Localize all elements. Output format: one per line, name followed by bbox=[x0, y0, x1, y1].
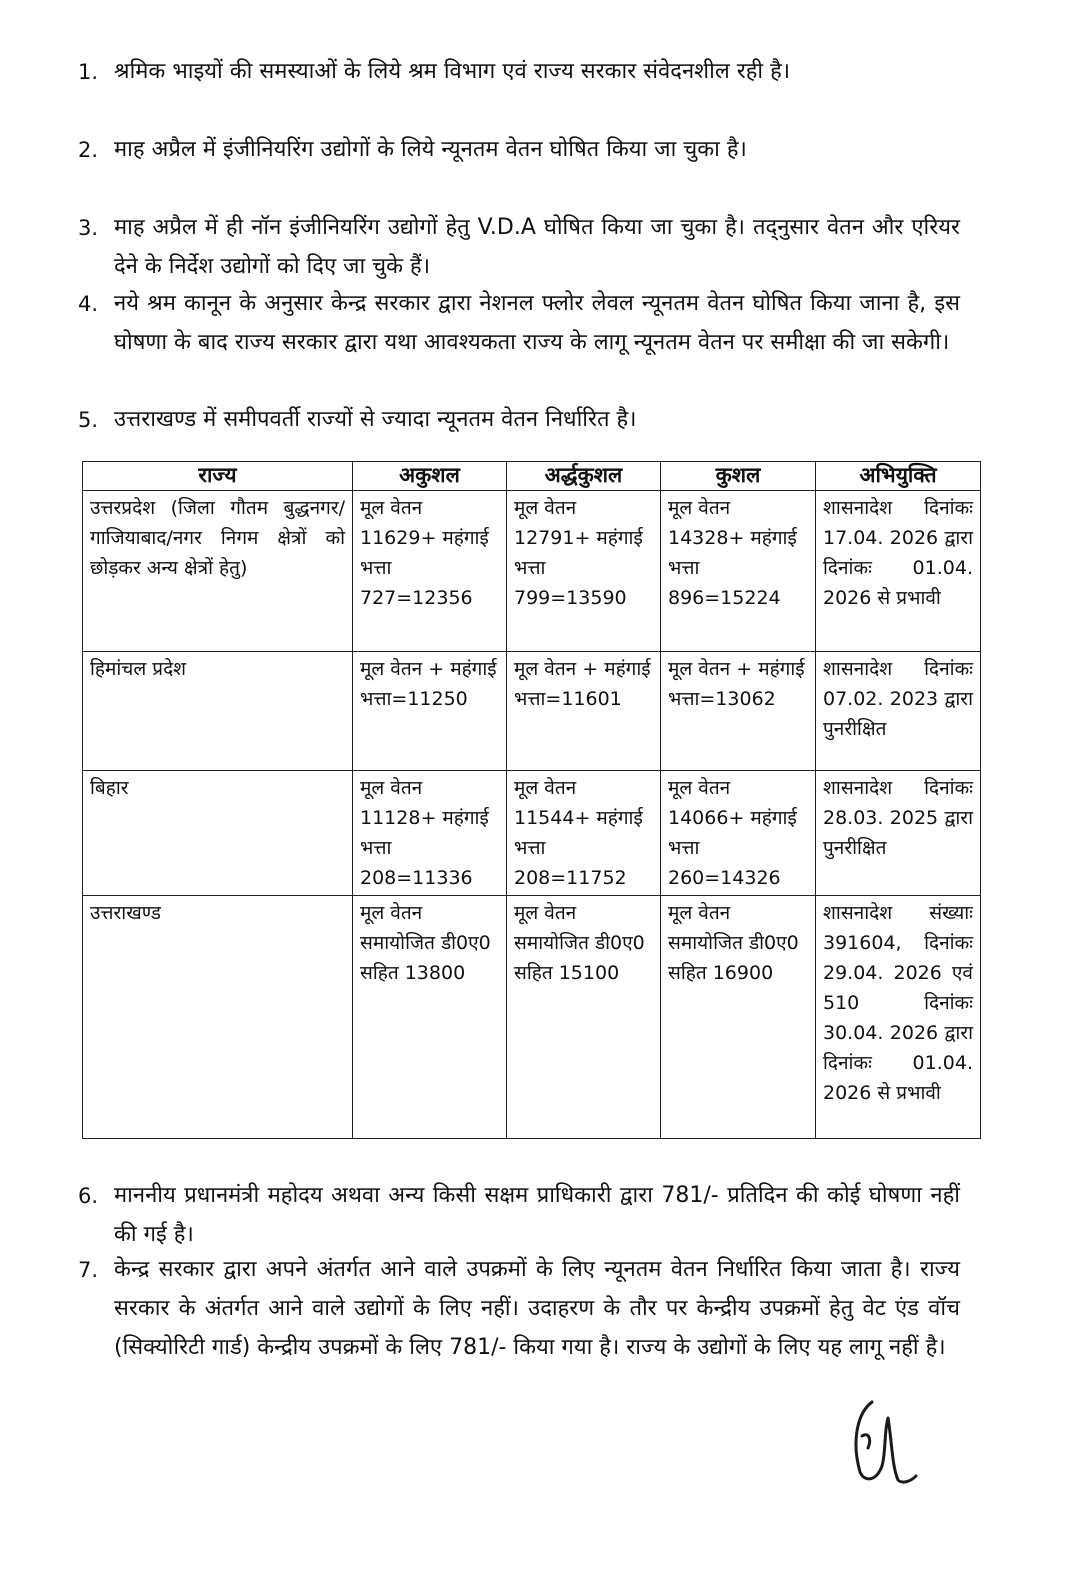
list-item bbox=[78, 1250, 960, 1367]
table-row bbox=[83, 652, 981, 771]
table-header-row bbox=[83, 462, 981, 491]
remarks-cell: शासनादेश दिनांकः 28.03. 2025 द्वारा पुनरीक्षित bbox=[816, 771, 981, 896]
list-item bbox=[78, 130, 960, 170]
header-skilled: कुशल bbox=[661, 462, 816, 491]
item-text: माह अप्रैल में इंजीनियरिंग उद्योगों के लिये न्यूनतम वेतन घोषित किया जा चुका है। bbox=[114, 137, 747, 162]
semiskilled-cell: मूल वेतन 11544+ महंगाई भत्ता 208=11752 bbox=[507, 771, 661, 896]
semiskilled-cell: मूल वेतन समायोजित डी0ए0 सहित 15100 bbox=[507, 896, 661, 1139]
state-cell: उत्तराखण्ड bbox=[83, 896, 353, 1139]
table-row bbox=[83, 771, 981, 896]
semiskilled-cell: मूल वेतन 12791+ महंगाई भत्ता 799=13590 bbox=[507, 491, 661, 652]
item-number: 5. bbox=[78, 408, 99, 432]
skilled-cell: मूल वेतन + महंगाई भत्ता=13062 bbox=[661, 652, 816, 771]
item-text: माह अप्रैल में ही नॉन इंजीनियरिंग उद्योगों हेतु V.D.A घोषित किया जा चुका है। तद्नुसार वेतन और एरियर देने के निर्देश उद्योगों को दिए जा चुके हैं। bbox=[114, 215, 960, 279]
minimum-wage-table bbox=[82, 461, 981, 1139]
list-item bbox=[78, 284, 960, 362]
unskilled-cell: मूल वेतन 11128+ महंगाई भत्ता 208=11336 bbox=[353, 771, 507, 896]
skilled-cell: मूल वेतन 14328+ महंगाई भत्ता 896=15224 bbox=[661, 491, 816, 652]
state-cell: हिमांचल प्रदेश bbox=[83, 652, 353, 771]
handwritten-signature bbox=[842, 1392, 920, 1488]
unskilled-cell: मूल वेतन + महंगाई भत्ता=11250 bbox=[353, 652, 507, 771]
item-number: 7. bbox=[78, 1258, 99, 1282]
item-number: 2. bbox=[78, 138, 99, 162]
header-unskilled: अकुशल bbox=[353, 462, 507, 491]
list-item bbox=[78, 52, 960, 92]
remarks-cell: शासनादेश संख्याः 391604, दिनांकः 29.04. 2026 एवं 510 दिनांकः 30.04. 2026 द्वारा दिनांकः 01.04. 2026 से प्रभावी bbox=[816, 896, 981, 1139]
item-text: नये श्रम कानून के अनुसार केन्द्र सरकार द्वारा नेशनल फ्लोर लेवल न्यूनतम वेतन घोषित किया जाना है, इस घोषणा के बाद राज्य सरकार द्वारा यथा आवश्यकता राज्य के लागू न्यूनतम वेतन पर समीक्षा की जा सकेगी। bbox=[114, 291, 960, 355]
item-number: 3. bbox=[78, 216, 99, 240]
item-number: 4. bbox=[78, 292, 99, 316]
state-cell: उत्तरप्रदेश (जिला गौतम बुद्धनगर/ गाजियाबाद/नगर निगम क्षेत्रों को छोड़कर अन्य क्षेत्रों हेतु) bbox=[83, 491, 353, 652]
item-text: श्रमिक भाइयों की समस्याओं के लिये श्रम विभाग एवं राज्य सरकार संवेदनशील रही है। bbox=[114, 59, 791, 84]
table-row bbox=[83, 896, 981, 1139]
header-state: राज्य bbox=[83, 462, 353, 491]
semiskilled-cell: मूल वेतन + महंगाई भत्ता=11601 bbox=[507, 652, 661, 771]
header-semiskilled: अर्द्धकुशल bbox=[507, 462, 661, 491]
item-text: उत्तराखण्ड में समीपवर्ती राज्यों से ज्यादा न्यूनतम वेतन निर्धारित है। bbox=[114, 407, 637, 432]
item-number: 1. bbox=[78, 60, 99, 84]
table-row bbox=[83, 491, 981, 652]
skilled-cell: मूल वेतन समायोजित डी0ए0 सहित 16900 bbox=[661, 896, 816, 1139]
list-item bbox=[78, 1176, 960, 1254]
list-item bbox=[78, 208, 960, 286]
remarks-cell: शासनादेश दिनांकः 07.02. 2023 द्वारा पुनरीक्षित bbox=[816, 652, 981, 771]
list-item bbox=[78, 400, 960, 440]
remarks-cell: शासनादेश दिनांकः 17.04. 2026 द्वारा दिनांकः 01.04. 2026 से प्रभावी bbox=[816, 491, 981, 652]
item-number: 6. bbox=[78, 1184, 99, 1208]
unskilled-cell: मूल वेतन समायोजित डी0ए0 सहित 13800 bbox=[353, 896, 507, 1139]
skilled-cell: मूल वेतन 14066+ महंगाई भत्ता 260=14326 bbox=[661, 771, 816, 896]
state-cell: बिहार bbox=[83, 771, 353, 896]
header-remarks: अभियुक्ति bbox=[816, 462, 981, 491]
item-text: केन्द्र सरकार द्वारा अपने अंतर्गत आने वाले उपक्रमों के लिए न्यूनतम वेतन निर्धारित किया जाता है। राज्य सरकार के अंतर्गत आने वाले उद्योगों के लिए नहीं। उदाहरण के तौर पर केन्द्रीय उपक्रमों हेतु वेट एंड वॉच (सिक्योरिटी गार्ड) केन्द्रीय उपक्रमों के लिए 781/- किया गया है। राज्य के उद्योगों के लिए यह लागू नहीं है। bbox=[114, 1257, 960, 1360]
item-text: माननीय प्रधानमंत्री महोदय अथवा अन्य किसी सक्षम प्राधिकारी द्वारा 781/- प्रतिदिन की कोई घोषणा नहीं की गई है। bbox=[114, 1183, 960, 1247]
unskilled-cell: मूल वेतन 11629+ महंगाई भत्ता 727=12356 bbox=[353, 491, 507, 652]
